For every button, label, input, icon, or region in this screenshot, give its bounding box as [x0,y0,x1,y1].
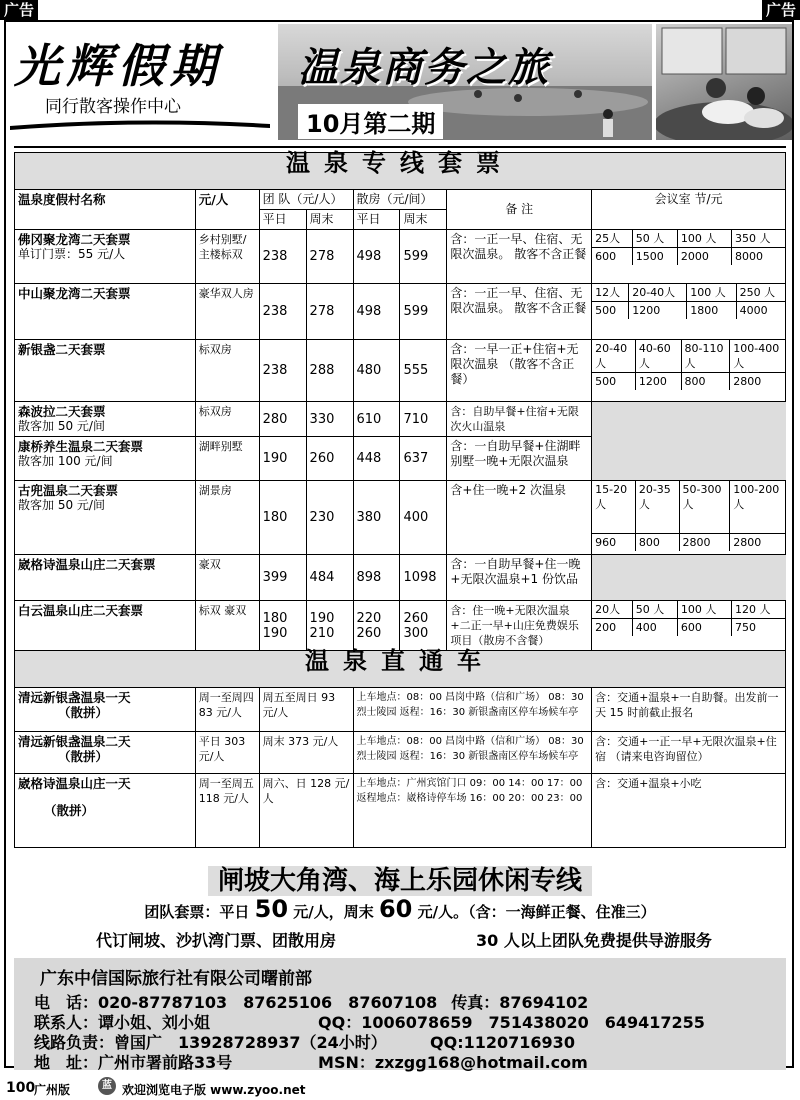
table-row [15,284,786,340]
room-type: 乡村别墅/主楼标双 [195,230,259,284]
room-type: 标双房 [195,340,259,402]
meeting-size: 40-60人 [635,340,681,373]
contact-label: 联系人： [34,1013,99,1032]
meeting-price: 960 [592,533,635,551]
meeting-room-grid [592,601,785,636]
manager-info: 曾国广 13928728937（24小时） [114,1033,387,1052]
meeting-price: 750 [732,619,786,637]
group-weekday: 238 [259,284,306,340]
ad-tag-left: 广告 [0,0,38,20]
phone-label: 电 话： [34,993,99,1012]
meeting-size: 80-110人 [681,340,730,373]
group-weekday: 238 [259,230,306,284]
promo-price-mid: 元/人，周末 [293,903,374,921]
section-title-packages: 温泉专线套票 [15,153,786,190]
hero-image [278,24,652,140]
meeting-price: 1200 [629,302,687,320]
shuttle-name: 清远新银盏温泉二天 [18,734,131,749]
group-weekend: 278 [306,230,353,284]
header-notes: 备 注 [447,190,592,230]
fit-weekend: 637 [400,437,447,481]
resort-name: 白云温泉山庄二天套票 [18,603,144,618]
weekday-price: 50 [254,895,289,923]
group-weekday: 190 [259,437,306,481]
group-weekday: 180 190 [259,601,306,651]
shuttle-row [15,688,786,732]
resort-name: 新银盏二天套票 [18,342,106,357]
meeting-price: 4000 [736,302,785,320]
shuttle-price-1: 平日 303 元/人 [195,732,259,774]
fit-weekend: 260 300 [400,601,447,651]
address-line [34,1050,588,1073]
table-row [15,481,786,555]
group-weekday: 180 [259,481,306,555]
meeting-room-grid [592,284,785,319]
header-rule [14,146,786,148]
meeting-price: 800 [681,373,730,391]
shuttle-pickup: 上车地点：08：00 昌岗中路（信和广场） 08：30 烈士陵园 返程：16：30 新银盏南区停车场候车亭 [353,688,592,732]
meeting-price: 600 [592,248,632,266]
group-weekend: 288 [306,340,353,402]
fit-weekday: 380 [353,481,400,555]
meeting-size: 100 人 [677,601,731,619]
room-type: 豪双 [195,555,259,601]
header-group: 团 队（元/人） [259,190,353,210]
room-type: 湖畔别墅 [195,437,259,481]
meeting-empty [592,555,786,601]
meeting-size: 100-200人 [730,481,785,533]
shuttle-price-1: 周一至周四 83 元/人 [195,688,259,732]
fit-weekday: 220 260 [353,601,400,651]
meeting-empty [592,437,786,481]
meeting-size: 120 人 [732,601,786,619]
group-weekend: 230 [306,481,353,555]
brand-subtitle: 同行散客操作中心 [45,97,181,117]
ebook-link[interactable]: 欢迎浏览电子版 www.zyoo.net [122,1083,306,1097]
meeting-size: 50 人 [632,230,677,248]
shuttle-price-2: 周六、日 128 元/人 [259,774,353,848]
meeting-room-grid [592,230,785,265]
group-weekday: 399 [259,555,306,601]
package-note: 含：一正一早、住宿、无限次温泉。 散客不含正餐 [447,284,592,340]
resort-name: 森波拉二天套票 [18,404,106,419]
meeting-price: 2800 [730,373,785,391]
package-note: 含：一正一早、住宿、无限次温泉。 散客不含正餐 [447,230,592,284]
resort-name: 佛冈聚龙湾二天套票 [18,232,131,247]
meeting-price: 200 [592,619,632,637]
shuttle-price-2: 周五至周日 93 元/人 [259,688,353,732]
meeting-size: 20-35人 [635,481,679,533]
shuttle-row [15,732,786,774]
meeting-size: 15-20人 [595,483,628,511]
shuttle-type: （散拼） [58,705,109,720]
meeting-price: 500 [592,302,629,320]
meeting-size: 50 人 [632,601,677,619]
shuttle-name: 清远新银盏温泉一天 [18,690,131,705]
meeting-size: 100 人 [677,230,731,248]
shuttle-price-1: 周一至周五 118 元/人 [195,774,259,848]
meeting-price: 1500 [632,248,677,266]
meeting-empty [592,402,786,437]
group-weekend: 330 [306,402,353,437]
ad-tag-right: 广告 [762,0,800,20]
company-name: 广东中信国际旅行社有限公司曙前部 [40,969,312,989]
header-room: 元/人 [195,190,259,230]
meeting-size: 100-400人 [730,340,785,373]
fit-weekend: 710 [400,402,447,437]
meeting-price: 8000 [732,248,786,266]
meeting-room-grid [592,340,785,390]
spa-photo-art [656,24,792,140]
package-note: 含：自助早餐+住宿+无限次火山温泉 [447,402,592,437]
table-row [15,402,786,437]
shuttle-name: 崴格诗温泉山庄一天 [18,776,131,791]
section-title-shuttle: 温泉直通车 [15,651,786,688]
room-type: 标双房 [195,402,259,437]
page-bar [4,1074,800,1100]
spa-photo [656,24,792,140]
meeting-room-grid [592,481,785,551]
group-weekend: 260 [306,437,353,481]
shuttle-pickup: 上车地点：08：00 昌岗中路（信和广场） 08：30 烈士陵园 返程：16：30 新银盏南区停车场候车亭 [353,732,592,774]
edition-badge: 蓝 [98,1077,116,1095]
package-note: 含：一自助早餐+住湖畔别墅一晚+无限次温泉 [447,437,592,481]
edition-label: 广州版 [34,1083,71,1097]
resort-sub: 散客加 100 元/间 [18,454,113,468]
promo-guide-service: 30 人以上团队免费提供导游服务 [476,931,712,950]
meeting-size: 20-40人 [595,342,628,370]
promo-price-suffix: 元/人。（含：一海鲜正餐、住准三） [417,903,656,921]
table-row [15,601,786,651]
issue-label: 10月第二期 [298,104,443,139]
header-resort: 温泉度假村名称 [15,190,196,230]
meeting-price: 600 [677,619,731,637]
page-number: 100 [6,1080,36,1096]
header-fit-weekday: 平日 [353,210,400,230]
meeting-price: 500 [592,373,635,391]
table-row [15,555,786,601]
table-row [15,437,786,481]
fit-weekday: 448 [353,437,400,481]
address: 广州市署前路33号 [98,1053,233,1072]
room-type: 湖景房 [195,481,259,555]
brand-logo: 光辉假期 [14,39,222,93]
fit-weekend: 599 [400,284,447,340]
meeting-price: 1800 [687,302,736,320]
hero-title: 温泉商务之旅 [298,45,550,91]
meeting-size: 12人 [595,286,621,299]
meeting-size: 20人 [595,603,621,616]
weekend-price: 60 [378,895,413,923]
shuttle-includes: 含：交通+温泉+一自助餐。出发前一天 15 时前截止报名 [592,688,786,732]
contact-names: 谭小姐、刘小姐 [98,1013,211,1032]
msn: MSN：zxzgg168@hotmail.com [318,1053,588,1072]
brand-swoosh [10,116,270,130]
fit-weekday: 498 [353,284,400,340]
promo-title [14,860,786,897]
fit-weekend: 599 [400,230,447,284]
meeting-size: 350 人 [732,230,786,248]
package-note: 含：住一晚+无限次温泉+二正一早+山庄免费娱乐项目（散房不含餐） [447,601,592,651]
fit-weekday: 480 [353,340,400,402]
contact-footer [14,958,786,1070]
header-group-weekday: 平日 [259,210,306,230]
resort-sub: 单订门票：55 元/人 [18,247,126,261]
fit-weekday: 498 [353,230,400,284]
hot-spring-package-table [14,149,786,848]
fit-weekend: 1098 [400,555,447,601]
meeting-price: 400 [632,619,677,637]
table-row [15,340,786,402]
fit-weekend: 400 [400,481,447,555]
shuttle-price-2: 周末 373 元/人 [259,732,353,774]
shuttle-row [15,774,786,848]
resort-name: 古兜温泉二天套票 [18,483,119,498]
meeting-size: 25人 [595,232,621,245]
promo-price [14,895,786,923]
table-row [15,230,786,284]
promo-title-text: 闸坡大角湾、海上乐园休闲专线 [208,866,592,896]
resort-name: 崴格诗温泉山庄二天套票 [18,557,156,572]
meeting-price: 2800 [679,533,730,551]
header-fit-weekend: 周末 [400,210,447,230]
meeting-price: 2000 [677,248,731,266]
meeting-price: 1200 [635,373,681,391]
meeting-size: 250 人 [736,284,785,302]
manager-label: 线路负责： [34,1033,115,1052]
room-type: 豪华双人房 [195,284,259,340]
header-group-weekend: 周末 [306,210,353,230]
resort-sub: 散客加 50 元/间 [18,419,105,433]
package-note: 含：一早一正+住宿+无限次温泉 （散客不含正餐） [447,340,592,402]
promo-price-prefix: 团队套票：平日 [144,903,250,921]
meeting-size: 100 人 [687,284,736,302]
shuttle-type: （散拼） [58,749,109,764]
fax-number: 传真：87694102 [451,993,589,1012]
address-label: 地 址： [34,1053,99,1072]
group-weekend: 190 210 [306,601,353,651]
header-meeting: 会议室 节/元 [592,190,786,230]
meeting-size: 20-40人 [629,284,687,302]
shuttle-pickup: 上车地点：广州宾馆门口 09：00 14：00 17：00 返程地点：崴格诗停车场 16：00 20：00 23：00 [353,774,592,848]
shuttle-type: （散拼） [44,803,95,818]
resort-sub: 散客加 50 元/间 [18,498,105,512]
fit-weekend: 555 [400,340,447,402]
resort-name: 康桥养生温泉二天套票 [18,439,144,454]
group-weekday: 280 [259,402,306,437]
meeting-price: 2800 [730,533,785,551]
fit-weekday: 898 [353,555,400,601]
phone-numbers: 020-87787103 87625106 87607108 [98,993,438,1012]
shuttle-includes: 含：交通+一正一早+无限次温泉+住宿 （请来电咨询留位） [592,732,786,774]
header-fit: 散房（元/间） [353,190,447,210]
meeting-price: 800 [635,533,679,551]
group-weekend: 278 [306,284,353,340]
room-type: 标双 豪双 [195,601,259,651]
package-note: 含：一自助早餐+住一晚+无限次温泉+1 份饮品 [447,555,592,601]
group-weekday: 238 [259,340,306,402]
meeting-size: 50-300人 [679,481,730,533]
shuttle-includes: 含：交通+温泉+小吃 [592,774,786,848]
package-note: 含+住一晚+2 次温泉 [447,481,592,555]
fit-weekday: 610 [353,402,400,437]
promo-ticket-booking: 代订闸坡、沙扒湾门票、团散用房 [96,931,337,950]
resort-name: 中山聚龙湾二天套票 [18,286,131,301]
qq-numbers: QQ：1006078659 751438020 649417255 [318,1013,705,1032]
group-weekend: 484 [306,555,353,601]
manager-qq: QQ:1120716930 [430,1033,575,1052]
